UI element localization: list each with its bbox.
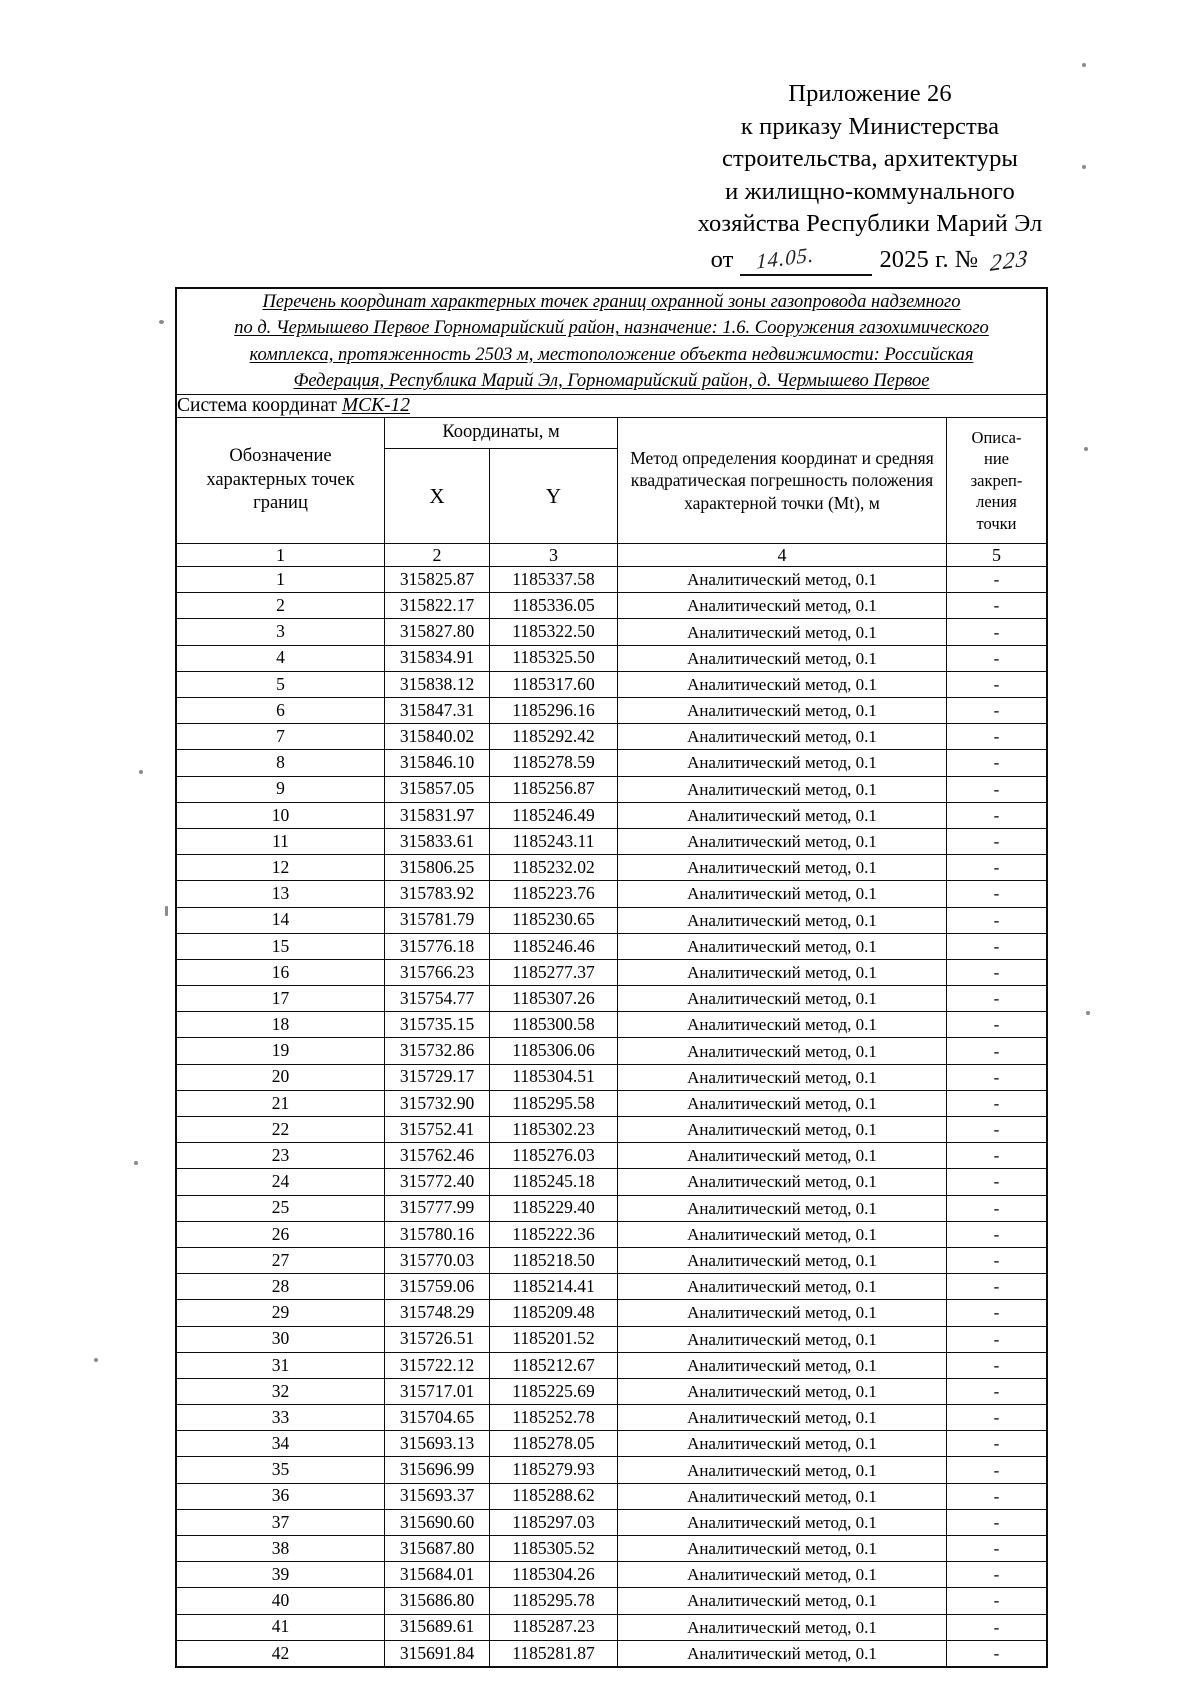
cell-point-number: 31 xyxy=(177,1352,385,1378)
cell-method: Аналитический метод, 0.1 xyxy=(618,933,947,959)
date-prefix-label: от xyxy=(710,245,734,273)
cell-coordinate-x: 315827.80 xyxy=(385,619,490,645)
cell-method: Аналитический метод, 0.1 xyxy=(618,750,947,776)
cell-method: Аналитический метод, 0.1 xyxy=(618,1483,947,1509)
table-row xyxy=(177,1640,1047,1666)
cell-description: - xyxy=(947,959,1047,985)
table-row xyxy=(177,1169,1047,1195)
cell-coordinate-x: 315772.40 xyxy=(385,1169,490,1195)
cell-point-number: 10 xyxy=(177,802,385,828)
cell-coordinate-y: 1185232.02 xyxy=(490,855,618,881)
coordinate-system-value: МСК-12 xyxy=(341,395,411,417)
cell-coordinate-y: 1185246.46 xyxy=(490,933,618,959)
cell-description: - xyxy=(947,1536,1047,1562)
cell-point-number: 3 xyxy=(177,619,385,645)
cell-method: Аналитический метод, 0.1 xyxy=(618,1640,947,1666)
cell-point-number: 12 xyxy=(177,855,385,881)
table-row xyxy=(177,593,1047,619)
table-row xyxy=(177,1247,1047,1273)
cell-coordinate-y: 1185222.36 xyxy=(490,1221,618,1247)
cell-method: Аналитический метод, 0.1 xyxy=(618,828,947,854)
cell-coordinate-y: 1185295.78 xyxy=(490,1588,618,1614)
cell-description: - xyxy=(947,1090,1047,1116)
cell-point-number: 25 xyxy=(177,1195,385,1221)
table-row xyxy=(177,1221,1047,1247)
table-row xyxy=(177,1588,1047,1614)
cell-coordinate-y: 1185278.59 xyxy=(490,750,618,776)
cell-coordinate-y: 1185230.65 xyxy=(490,907,618,933)
table-row xyxy=(177,1483,1047,1509)
cell-coordinate-y: 1185300.58 xyxy=(490,1012,618,1038)
table-row xyxy=(177,1012,1047,1038)
cell-coordinate-y: 1185295.58 xyxy=(490,1090,618,1116)
scan-speckle xyxy=(94,1358,98,1362)
table-row xyxy=(177,855,1047,881)
cell-coordinate-x: 315722.12 xyxy=(385,1352,490,1378)
cell-description: - xyxy=(947,698,1047,724)
cell-coordinate-x: 315846.10 xyxy=(385,750,490,776)
cell-method: Аналитический метод, 0.1 xyxy=(618,1431,947,1457)
table-row xyxy=(177,1038,1047,1064)
cell-method: Аналитический метод, 0.1 xyxy=(618,1352,947,1378)
cell-description: - xyxy=(947,1117,1047,1143)
table-row xyxy=(177,802,1047,828)
title-line-1: Перечень координат характерных точек границ охранной зоны газопровода надземного xyxy=(262,292,961,312)
cell-description: - xyxy=(947,1247,1047,1273)
cell-coordinate-x: 315687.80 xyxy=(385,1536,490,1562)
cell-coordinate-x: 315806.25 xyxy=(385,855,490,881)
cell-point-number: 30 xyxy=(177,1326,385,1352)
header-method: Метод определения координат и средняя квадратическая погрешность положения характерной точки (Mt), м xyxy=(618,418,947,544)
cell-description: - xyxy=(947,1457,1047,1483)
date-blank-field xyxy=(740,241,872,276)
coordinate-system-row xyxy=(177,395,1047,418)
cell-description: - xyxy=(947,1169,1047,1195)
coordinates-rows-body xyxy=(177,567,1047,1667)
cell-method: Аналитический метод, 0.1 xyxy=(618,1326,947,1352)
cell-method: Аналитический метод, 0.1 xyxy=(618,1588,947,1614)
cell-point-number: 6 xyxy=(177,698,385,724)
cell-method: Аналитический метод, 0.1 xyxy=(618,802,947,828)
cell-description: - xyxy=(947,1274,1047,1300)
handwritten-order-number: 223 xyxy=(989,244,1031,276)
cell-description: - xyxy=(947,986,1047,1012)
cell-coordinate-x: 315690.60 xyxy=(385,1509,490,1535)
table-row xyxy=(177,1195,1047,1221)
cell-point-number: 16 xyxy=(177,959,385,985)
cell-method: Аналитический метод, 0.1 xyxy=(618,1038,947,1064)
column-number-3: 3 xyxy=(490,544,618,567)
cell-coordinate-x: 315689.61 xyxy=(385,1614,490,1640)
header-y: Y xyxy=(490,449,618,544)
cell-point-number: 9 xyxy=(177,776,385,802)
column-number-5: 5 xyxy=(947,544,1047,567)
table-row xyxy=(177,750,1047,776)
table-row xyxy=(177,619,1047,645)
cell-point-number: 14 xyxy=(177,907,385,933)
cell-description: - xyxy=(947,671,1047,697)
cell-description: - xyxy=(947,881,1047,907)
table-row xyxy=(177,1090,1047,1116)
header-description: Описа- ние закреп- ления точки xyxy=(947,418,1047,544)
cell-coordinate-y: 1185252.78 xyxy=(490,1405,618,1431)
table-row xyxy=(177,567,1047,593)
coordinate-system-label: Система координат xyxy=(177,395,337,417)
cell-point-number: 36 xyxy=(177,1483,385,1509)
cell-point-number: 21 xyxy=(177,1090,385,1116)
cell-coordinate-y: 1185304.51 xyxy=(490,1064,618,1090)
cell-coordinate-x: 315686.80 xyxy=(385,1588,490,1614)
table-row xyxy=(177,1117,1047,1143)
cell-description: - xyxy=(947,645,1047,671)
document-header xyxy=(640,78,1100,276)
cell-description: - xyxy=(947,907,1047,933)
cell-point-number: 2 xyxy=(177,593,385,619)
cell-description: - xyxy=(947,1378,1047,1404)
cell-coordinate-x: 315726.51 xyxy=(385,1326,490,1352)
cell-point-number: 41 xyxy=(177,1614,385,1640)
table-row xyxy=(177,959,1047,985)
cell-point-number: 8 xyxy=(177,750,385,776)
cell-point-number: 11 xyxy=(177,828,385,854)
cell-description: - xyxy=(947,1221,1047,1247)
header-x: X xyxy=(385,449,490,544)
title-line-3: комплекса, протяженность 2503 м, местоположение объекта недвижимости: Российская xyxy=(249,344,974,365)
cell-description: - xyxy=(947,750,1047,776)
cell-description: - xyxy=(947,1300,1047,1326)
cell-point-number: 27 xyxy=(177,1247,385,1273)
cell-coordinate-y: 1185246.49 xyxy=(490,802,618,828)
cell-coordinate-x: 315838.12 xyxy=(385,671,490,697)
scan-speckle xyxy=(1082,63,1086,67)
cell-method: Аналитический метод, 0.1 xyxy=(618,1274,947,1300)
scan-speckle xyxy=(159,320,164,324)
cell-coordinate-x: 315780.16 xyxy=(385,1221,490,1247)
cell-point-number: 28 xyxy=(177,1274,385,1300)
header-row-top xyxy=(177,418,1047,449)
cell-coordinate-y: 1185305.52 xyxy=(490,1536,618,1562)
table-row xyxy=(177,828,1047,854)
cell-description: - xyxy=(947,593,1047,619)
cell-method: Аналитический метод, 0.1 xyxy=(618,1090,947,1116)
table-row xyxy=(177,1143,1047,1169)
cell-description: - xyxy=(947,1195,1047,1221)
cell-description: - xyxy=(947,1012,1047,1038)
cell-coordinate-y: 1185322.50 xyxy=(490,619,618,645)
scan-speckle xyxy=(139,770,143,774)
cell-coordinate-y: 1185243.11 xyxy=(490,828,618,854)
cell-method: Аналитический метод, 0.1 xyxy=(618,1221,947,1247)
cell-coordinate-x: 315825.87 xyxy=(385,567,490,593)
table-row xyxy=(177,1326,1047,1352)
cell-description: - xyxy=(947,1509,1047,1535)
cell-coordinate-x: 315732.90 xyxy=(385,1090,490,1116)
cell-coordinate-x: 315754.77 xyxy=(385,986,490,1012)
cell-coordinate-y: 1185336.05 xyxy=(490,593,618,619)
cell-point-number: 39 xyxy=(177,1562,385,1588)
cell-coordinate-y: 1185279.93 xyxy=(490,1457,618,1483)
cell-method: Аналитический метод, 0.1 xyxy=(618,1012,947,1038)
cell-point-number: 26 xyxy=(177,1221,385,1247)
cell-coordinate-x: 315857.05 xyxy=(385,776,490,802)
cell-method: Аналитический метод, 0.1 xyxy=(618,593,947,619)
cell-point-number: 32 xyxy=(177,1378,385,1404)
cell-coordinate-x: 315776.18 xyxy=(385,933,490,959)
cell-method: Аналитический метод, 0.1 xyxy=(618,1064,947,1090)
table-row xyxy=(177,698,1047,724)
cell-coordinate-y: 1185225.69 xyxy=(490,1378,618,1404)
cell-description: - xyxy=(947,1352,1047,1378)
cell-method: Аналитический метод, 0.1 xyxy=(618,645,947,671)
cell-coordinate-x: 315704.65 xyxy=(385,1405,490,1431)
header-line-5: хозяйства Республики Марий Эл xyxy=(697,210,1043,238)
cell-method: Аналитический метод, 0.1 xyxy=(618,1509,947,1535)
scan-speckle xyxy=(1086,1011,1090,1015)
cell-point-number: 42 xyxy=(177,1640,385,1666)
title-line-2: по д. Чермышево Первое Горномарийский район, назначение: 1.6. Сооружения газохимического xyxy=(234,318,989,339)
cell-point-number: 38 xyxy=(177,1536,385,1562)
cell-method: Аналитический метод, 0.1 xyxy=(618,855,947,881)
coordinates-table xyxy=(176,288,1047,1667)
table-row xyxy=(177,776,1047,802)
cell-point-number: 13 xyxy=(177,881,385,907)
cell-method: Аналитический метод, 0.1 xyxy=(618,698,947,724)
handwritten-date: 14.05. xyxy=(756,241,815,274)
cell-coordinate-y: 1185306.06 xyxy=(490,1038,618,1064)
cell-coordinate-x: 315717.01 xyxy=(385,1378,490,1404)
cell-point-number: 23 xyxy=(177,1143,385,1169)
cell-method: Аналитический метод, 0.1 xyxy=(618,1169,947,1195)
cell-point-number: 5 xyxy=(177,671,385,697)
table-row xyxy=(177,1274,1047,1300)
cell-coordinate-x: 315691.84 xyxy=(385,1640,490,1666)
cell-coordinate-y: 1185297.03 xyxy=(490,1509,618,1535)
cell-coordinate-y: 1185245.18 xyxy=(490,1169,618,1195)
table-row xyxy=(177,1457,1047,1483)
cell-coordinate-x: 315693.13 xyxy=(385,1431,490,1457)
cell-coordinate-y: 1185223.76 xyxy=(490,881,618,907)
table-row xyxy=(177,1509,1047,1535)
cell-method: Аналитический метод, 0.1 xyxy=(618,1378,947,1404)
cell-point-number: 35 xyxy=(177,1457,385,1483)
table-row xyxy=(177,645,1047,671)
cell-description: - xyxy=(947,1143,1047,1169)
cell-coordinate-x: 315696.99 xyxy=(385,1457,490,1483)
cell-method: Аналитический метод, 0.1 xyxy=(618,1562,947,1588)
table-row xyxy=(177,1536,1047,1562)
cell-point-number: 20 xyxy=(177,1064,385,1090)
cell-point-number: 24 xyxy=(177,1169,385,1195)
cell-method: Аналитический метод, 0.1 xyxy=(618,724,947,750)
table-row xyxy=(177,671,1047,697)
cell-coordinate-x: 315834.91 xyxy=(385,645,490,671)
cell-coordinate-y: 1185292.42 xyxy=(490,724,618,750)
cell-coordinate-y: 1185201.52 xyxy=(490,1326,618,1352)
cell-point-number: 18 xyxy=(177,1012,385,1038)
cell-method: Аналитический метод, 0.1 xyxy=(618,1614,947,1640)
table-row xyxy=(177,1562,1047,1588)
cell-description: - xyxy=(947,1405,1047,1431)
cell-coordinate-x: 315732.86 xyxy=(385,1038,490,1064)
table-row xyxy=(177,1064,1047,1090)
cell-point-number: 34 xyxy=(177,1431,385,1457)
table-row xyxy=(177,1614,1047,1640)
header-point-designation: Обозначение характерных точек границ xyxy=(177,418,385,544)
cell-coordinate-y: 1185214.41 xyxy=(490,1274,618,1300)
table-row xyxy=(177,933,1047,959)
cell-method: Аналитический метод, 0.1 xyxy=(618,1300,947,1326)
cell-point-number: 7 xyxy=(177,724,385,750)
cell-point-number: 15 xyxy=(177,933,385,959)
cell-method: Аналитический метод, 0.1 xyxy=(618,1247,947,1273)
cell-point-number: 19 xyxy=(177,1038,385,1064)
cell-coordinate-y: 1185307.26 xyxy=(490,986,618,1012)
cell-method: Аналитический метод, 0.1 xyxy=(618,567,947,593)
cell-coordinate-y: 1185278.05 xyxy=(490,1431,618,1457)
header-line-3: строительства, архитектуры xyxy=(721,145,1018,173)
scan-speckle xyxy=(134,1161,138,1165)
cell-coordinate-x: 315831.97 xyxy=(385,802,490,828)
cell-point-number: 40 xyxy=(177,1588,385,1614)
cell-point-number: 22 xyxy=(177,1117,385,1143)
cell-coordinate-x: 315762.46 xyxy=(385,1143,490,1169)
cell-point-number: 1 xyxy=(177,567,385,593)
table-row xyxy=(177,986,1047,1012)
cell-coordinate-x: 315783.92 xyxy=(385,881,490,907)
table-row xyxy=(177,1378,1047,1404)
order-date-line xyxy=(640,241,1100,277)
cell-method: Аналитический метод, 0.1 xyxy=(618,671,947,697)
table-row xyxy=(177,1405,1047,1431)
header-line-1: Приложение 26 xyxy=(788,80,952,107)
cell-coordinate-x: 315847.31 xyxy=(385,698,490,724)
coordinate-system-cell xyxy=(177,395,1047,418)
cell-coordinate-y: 1185281.87 xyxy=(490,1640,618,1666)
cell-coordinate-x: 315752.41 xyxy=(385,1117,490,1143)
cell-description: - xyxy=(947,724,1047,750)
scan-speckle xyxy=(1084,447,1088,451)
cell-coordinate-x: 315822.17 xyxy=(385,593,490,619)
cell-description: - xyxy=(947,1483,1047,1509)
cell-point-number: 4 xyxy=(177,645,385,671)
cell-coordinate-y: 1185288.62 xyxy=(490,1483,618,1509)
cell-coordinate-y: 1185317.60 xyxy=(490,671,618,697)
cell-coordinate-y: 1185296.16 xyxy=(490,698,618,724)
cell-coordinate-x: 315759.06 xyxy=(385,1274,490,1300)
cell-description: - xyxy=(947,855,1047,881)
cell-coordinate-y: 1185337.58 xyxy=(490,567,618,593)
column-number-1: 1 xyxy=(177,544,385,567)
cell-description: - xyxy=(947,776,1047,802)
table-row xyxy=(177,1431,1047,1457)
cell-coordinate-y: 1185229.40 xyxy=(490,1195,618,1221)
cell-coordinate-y: 1185256.87 xyxy=(490,776,618,802)
cell-description: - xyxy=(947,1614,1047,1640)
cell-method: Аналитический метод, 0.1 xyxy=(618,1536,947,1562)
cell-description: - xyxy=(947,933,1047,959)
table-row xyxy=(177,1300,1047,1326)
cell-method: Аналитический метод, 0.1 xyxy=(618,1457,947,1483)
cell-coordinate-y: 1185276.03 xyxy=(490,1143,618,1169)
cell-method: Аналитический метод, 0.1 xyxy=(618,619,947,645)
cell-method: Аналитический метод, 0.1 xyxy=(618,959,947,985)
cell-coordinate-y: 1185304.26 xyxy=(490,1562,618,1588)
cell-coordinate-x: 315777.99 xyxy=(385,1195,490,1221)
cell-point-number: 29 xyxy=(177,1300,385,1326)
header-line-4: и жилищно-коммунального xyxy=(725,177,1015,205)
cell-method: Аналитический метод, 0.1 xyxy=(618,907,947,933)
cell-description: - xyxy=(947,1640,1047,1666)
cell-description: - xyxy=(947,1064,1047,1090)
cell-description: - xyxy=(947,619,1047,645)
cell-method: Аналитический метод, 0.1 xyxy=(618,1117,947,1143)
cell-coordinate-x: 315781.79 xyxy=(385,907,490,933)
cell-coordinate-y: 1185287.23 xyxy=(490,1614,618,1640)
cell-coordinate-x: 315693.37 xyxy=(385,1483,490,1509)
column-number-row xyxy=(177,544,1047,567)
cell-coordinate-x: 315766.23 xyxy=(385,959,490,985)
cell-coordinate-x: 315729.17 xyxy=(385,1064,490,1090)
cell-description: - xyxy=(947,802,1047,828)
cell-coordinate-x: 315684.01 xyxy=(385,1562,490,1588)
cell-coordinate-y: 1185302.23 xyxy=(490,1117,618,1143)
cell-coordinate-y: 1185277.37 xyxy=(490,959,618,985)
table-row xyxy=(177,881,1047,907)
table-title-cell xyxy=(177,289,1047,395)
cell-description: - xyxy=(947,1588,1047,1614)
cell-point-number: 33 xyxy=(177,1405,385,1431)
cell-coordinate-y: 1185212.67 xyxy=(490,1352,618,1378)
cell-coordinate-x: 315833.61 xyxy=(385,828,490,854)
title-line-4: Федерация, Республика Марий Эл, Горномарийский район, д. Чермышево Первое xyxy=(293,370,930,391)
table-row xyxy=(177,724,1047,750)
column-number-2: 2 xyxy=(385,544,490,567)
cell-method: Аналитический метод, 0.1 xyxy=(618,986,947,1012)
cell-description: - xyxy=(947,1431,1047,1457)
table-row xyxy=(177,907,1047,933)
cell-method: Аналитический метод, 0.1 xyxy=(618,776,947,802)
cell-coordinate-y: 1185209.48 xyxy=(490,1300,618,1326)
cell-method: Аналитический метод, 0.1 xyxy=(618,881,947,907)
cell-coordinate-x: 315840.02 xyxy=(385,724,490,750)
column-number-4: 4 xyxy=(618,544,947,567)
table-title-row xyxy=(177,289,1047,395)
cell-description: - xyxy=(947,1562,1047,1588)
cell-point-number: 37 xyxy=(177,1509,385,1535)
cell-method: Аналитический метод, 0.1 xyxy=(618,1195,947,1221)
year-number-label: 2025 г. № xyxy=(879,245,979,273)
cell-method: Аналитический метод, 0.1 xyxy=(618,1143,947,1169)
cell-point-number: 17 xyxy=(177,986,385,1012)
table-row xyxy=(177,1352,1047,1378)
cell-description: - xyxy=(947,567,1047,593)
scan-speckle xyxy=(165,906,168,916)
cell-description: - xyxy=(947,1038,1047,1064)
cell-coordinate-x: 315770.03 xyxy=(385,1247,490,1273)
coordinates-table-container xyxy=(176,288,1046,1667)
header-line-2: к приказу Министерства xyxy=(740,112,1000,140)
cell-coordinate-y: 1185325.50 xyxy=(490,645,618,671)
cell-coordinate-x: 315735.15 xyxy=(385,1012,490,1038)
cell-description: - xyxy=(947,828,1047,854)
cell-coordinate-x: 315748.29 xyxy=(385,1300,490,1326)
cell-coordinate-y: 1185218.50 xyxy=(490,1247,618,1273)
header-coordinates-group: Координаты, м xyxy=(385,418,618,449)
cell-method: Аналитический метод, 0.1 xyxy=(618,1405,947,1431)
cell-description: - xyxy=(947,1326,1047,1352)
